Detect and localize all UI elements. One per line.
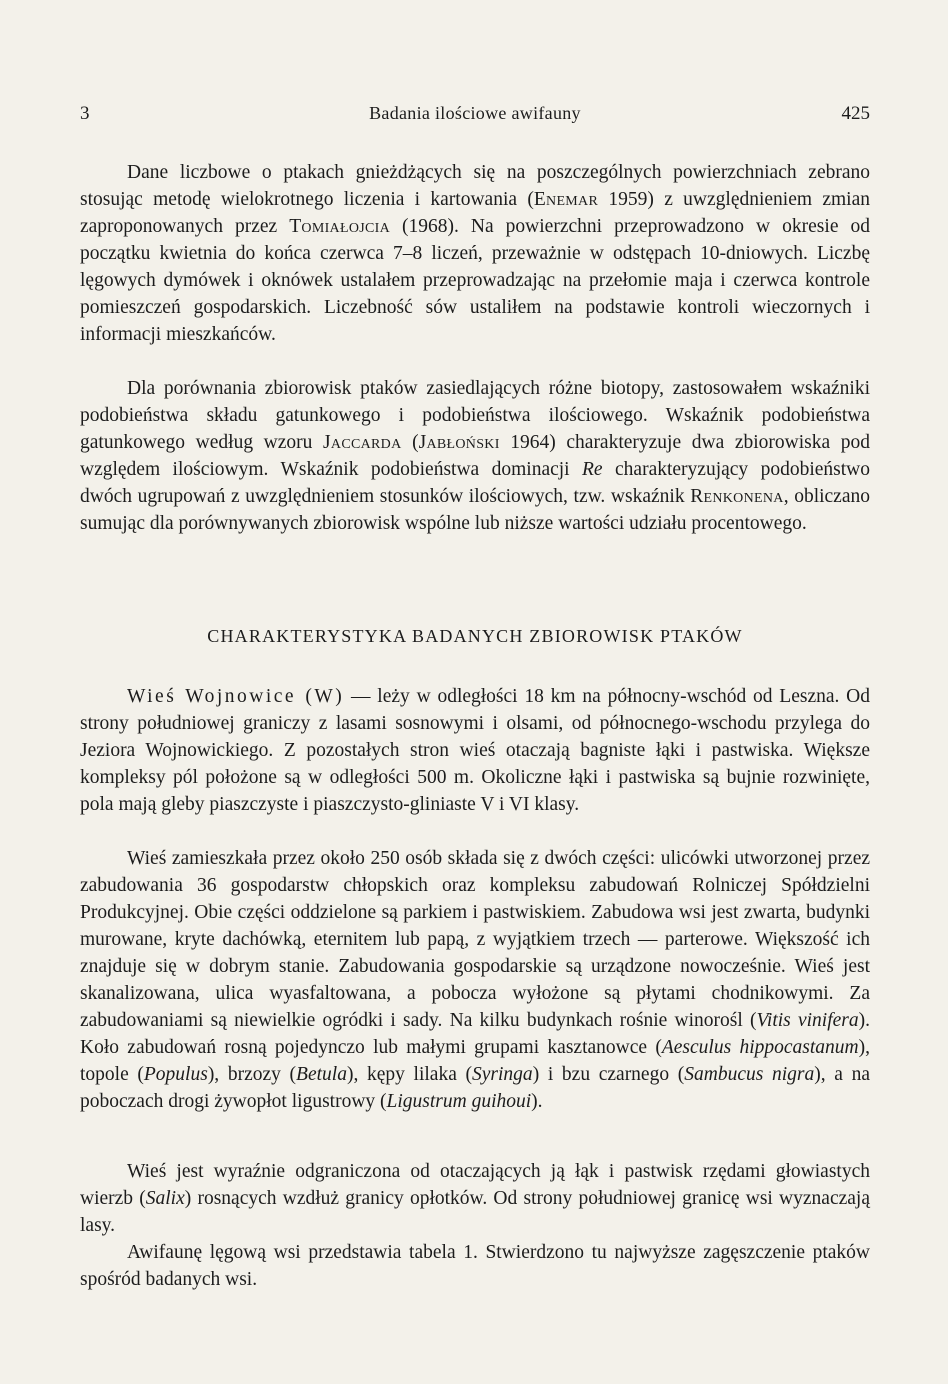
running-title: Badania ilościowe awifauny bbox=[369, 103, 581, 123]
methods-paragraph-2 bbox=[80, 375, 870, 537]
text: ). bbox=[531, 1091, 543, 1112]
text: charakteryzujący podobieństwo dwóch ugrupowań z uwzględnieniem stosunków ilościowych, tzw. wskaźnik bbox=[80, 459, 870, 507]
species-name: Syringa bbox=[472, 1064, 533, 1085]
text: ( bbox=[401, 432, 419, 453]
text: Dla porównania zbiorowisk ptaków zasiedlających różne biotopy, zastosowałem wskaźniki podobieństwa składu gatunkowego i podobieństwa ilościowego. Wskaźnik podobieństwa gatunkowego według wzoru bbox=[80, 378, 870, 453]
village-paragraph-1 bbox=[80, 683, 870, 818]
village-paragraph-3 bbox=[80, 1158, 870, 1239]
text: ). Koło zabudowań rosną pojedynczo lub małymi grupami kasztanowce ( bbox=[80, 1010, 870, 1058]
text: Awifaunę lęgową wsi przedstawia tabela 1. Stwierdzono tu najwyższe zagęszczenie ptaków spośród badanych wsi. bbox=[80, 1242, 870, 1290]
species-name: Aesculus hippocastanum bbox=[661, 1037, 859, 1058]
text: Dane liczbowe o ptakach gnieżdżących się na poszczególnych powierzchniach zebrano stosując metodę wielokrotnego liczenia i kartowania ( bbox=[80, 162, 870, 210]
village-paragraph-4 bbox=[80, 1239, 870, 1293]
page-number-right: 425 bbox=[841, 103, 870, 124]
village-name: Wieś Wojnowice (W) bbox=[127, 686, 345, 707]
text: Wieś jest wyraźnie odgraniczona od otaczających ją łąk i pastwisk rzędami głowiastych wierzb ( bbox=[80, 1161, 870, 1209]
text: 1959) z uwzględnieniem zmian zaproponowanych przez bbox=[80, 189, 870, 237]
text: ) i bzu czarnego ( bbox=[532, 1064, 685, 1085]
species-name: Salix bbox=[145, 1188, 185, 1209]
author-name: Renkonena bbox=[690, 486, 784, 507]
species-name: Betula bbox=[296, 1064, 347, 1085]
running-header bbox=[80, 103, 870, 133]
page-number-left: 3 bbox=[80, 103, 90, 124]
section-heading: CHARAKTERYSTYKA BADANYCH ZBIOROWISK PTAKÓW bbox=[207, 626, 743, 646]
text: , obliczano sumując dla porównywanych zbiorowisk wspólne lub niższe wartości udziału procentowego. bbox=[80, 486, 870, 534]
text: ) rosnących wzdłuż granicy opłotków. Od strony południowej granicę wsi wyznaczają lasy. bbox=[80, 1188, 870, 1236]
species-name: Sambucus nigra bbox=[684, 1064, 815, 1085]
methods-paragraph-1 bbox=[80, 159, 870, 348]
species-name: Vitis vinifera bbox=[756, 1010, 859, 1031]
text: (1968). Na powierzchni przeprowadzono w okresie od początku kwietnia do końca czerwca 7–8 liczeń, przeważnie w odstępach 10-dniowych. Liczbę lęgowych dymówek i oknówek ustalałem przeprowadzając na przełomie maja i czerwca kontrole pomieszczeń gospodarskich. Liczebność sów ustaliłem na podstawie kontroli wieczornych i informacji mieszkańców. bbox=[80, 216, 870, 345]
text: 1964) charakteryzuje dwa zbiorowiska pod względem ilościowym. Wskaźnik podobieństwa dominacji bbox=[80, 432, 871, 480]
species-name: Ligustrum guihoui bbox=[386, 1091, 532, 1112]
author-name: Jaccarda bbox=[323, 432, 402, 453]
text: Wieś zamieszkała przez około 250 osób składa się z dwóch części: ulicówki utworzonej przez zabudowania 36 gospodarstw chłopskich oraz kompleksu zabudowań Rolniczej Spółdzielni Produkcyjnej. Obie części oddzielone są parkiem i pastwiskiem. Zabudowa wsi jest zwarta, budynki murowane, kryte dachówką, eternitem lub papą, z wyjątkiem trzech — parterowe. Większość ich znajduje się w dobrym stanie. Zabudowania gospodarskie są urządzone nowocześnie. Wieś jest skanalizowana, ulica wyasfaltowana, a pobocza wyłożone są płytami chodnikowymi. Za zabudowaniami są niewielkie ogródki i sady. Na kilku budynkach rośnie winorośl ( bbox=[80, 848, 870, 1031]
species-name: Populus bbox=[143, 1064, 208, 1085]
text: ), a na poboczach drogi żywopłot ligustrowy ( bbox=[80, 1064, 870, 1112]
text: ), kępy lilaka ( bbox=[346, 1064, 473, 1085]
text: ), brzozy ( bbox=[207, 1064, 297, 1085]
text: — leży w odległości 18 km na północny-wschód od Leszna. Od strony południowej graniczy z lasami sosnowymi i olsami, od północnego-wschodu przylega do Jeziora Wojnowickiego. Z pozostałych stron wieś otaczają bagniste łąki i pastwiska. Większe kompleksy pól położone są w odległości 500 m. Okoliczne łąki i pastwiska są bujnie rozwinięte, pola mają gleby piaszczyste i piaszczysto-gliniaste V i VI klasy. bbox=[80, 686, 870, 815]
author-name: Jabłoński bbox=[418, 432, 500, 453]
author-name: Enemar bbox=[533, 189, 599, 210]
village-paragraph-2 bbox=[80, 845, 870, 1115]
text: ), topole ( bbox=[80, 1037, 870, 1085]
symbol: Re bbox=[582, 459, 603, 480]
author-name: Tomiałojcia bbox=[289, 216, 390, 237]
